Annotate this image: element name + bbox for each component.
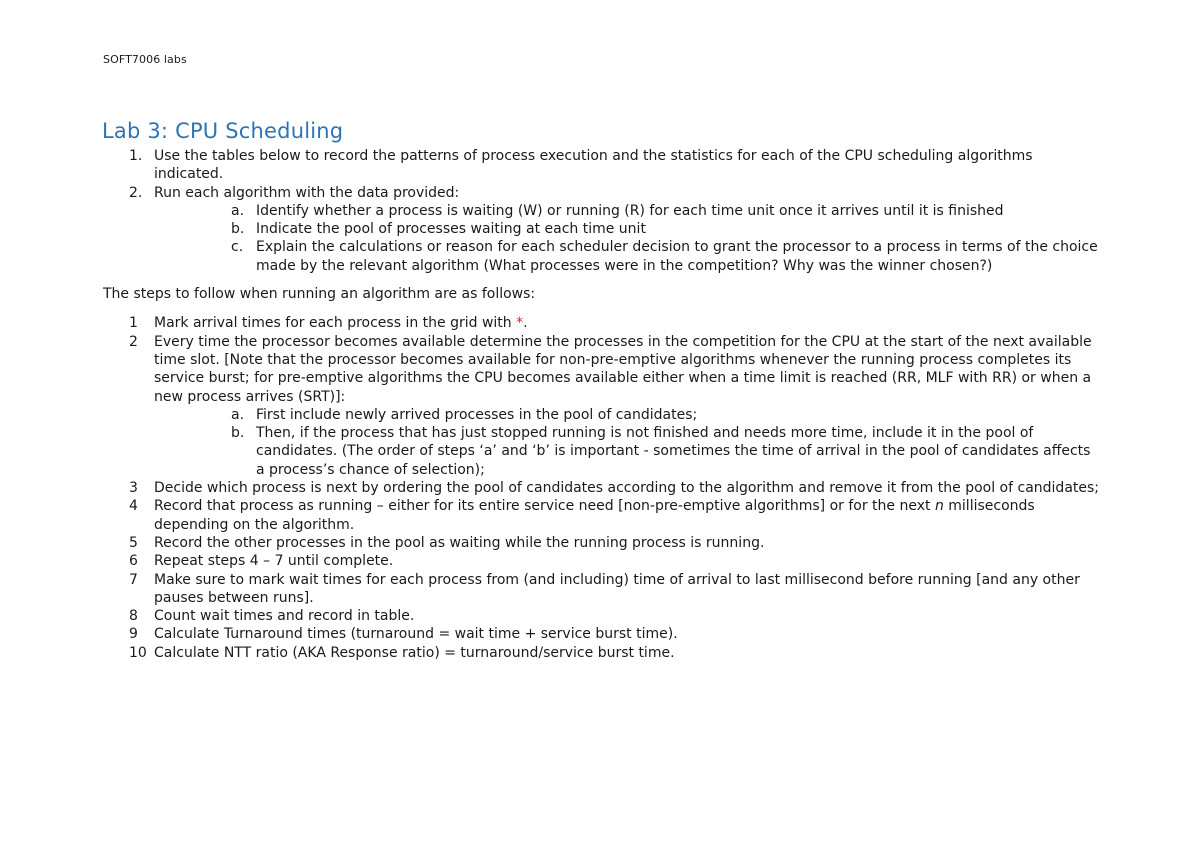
- step-number: 4: [129, 498, 138, 515]
- step-item: [103, 552, 1103, 570]
- sub-list-item-text: Then, if the process that has just stopped running is not finished and needs more time, include it in the pool of candidates. (The order of steps ‘a’ and ‘b’ is important - sometimes the time of arrival in the pool of candidates affects a process’s chance of selection);: [256, 425, 1091, 478]
- step-text: Every time the processor becomes available determine the processes in the competition for the CPU at the start of the next available time slot. [Note that the processor becomes available for non-pre-emptive algorithms whenever the running process completes its service burst; for pre-emptive algorithms the CPU becomes available either when a time limit is reached (RR, MLF with RR) or when a new process arrives (SRT)]:: [154, 333, 1092, 405]
- step-text: Calculate Turnaround times (turnaround = wait time + service burst time).: [154, 626, 678, 643]
- step-number: 9: [129, 626, 138, 643]
- step-text: Mark arrival times for each process in the grid with: [154, 315, 517, 332]
- step-number: 6: [129, 553, 138, 570]
- step-number: 5: [129, 534, 138, 551]
- step-item: [103, 607, 1103, 625]
- step-number: 10: [129, 644, 147, 661]
- list-item: [103, 184, 1103, 275]
- list-item-text: Run each algorithm with the data provided:: [154, 184, 460, 201]
- step-item: [103, 534, 1103, 552]
- step-text: Record that process as running – either for its entire service need [non-pre-emptive algorithms] or for the next: [154, 498, 935, 515]
- step-item: [103, 479, 1103, 497]
- step-text: Count wait times and record in table.: [154, 608, 415, 625]
- sub-list-item-text: Indicate the pool of processes waiting at each time unit: [256, 221, 646, 238]
- step-item: [103, 497, 1103, 534]
- sub-list-item: [154, 202, 1103, 220]
- step-sub-list: [205, 406, 1103, 479]
- sub-list-item: [154, 406, 1103, 424]
- steps-list: [103, 314, 1103, 662]
- list-number: 1.: [129, 148, 143, 164]
- arrival-asterisk: *: [516, 315, 524, 332]
- sub-list-item-text: Explain the calculations or reason for each scheduler decision to grant the processor to a process in terms of the choice made by the relevant algorithm (What processes were in the competition? Why was the winner chosen?): [256, 239, 1098, 274]
- sub-list-item: [154, 238, 1103, 275]
- step-text: Make sure to mark wait times for each process from (and including) time of arrival to last millisecond before running [and any other pauses between runs].: [154, 571, 1080, 606]
- step-item: [103, 314, 1103, 332]
- page-header: SOFT7006 labs: [103, 53, 187, 66]
- step-text-end: milliseconds depending on the algorithm.: [154, 498, 1035, 533]
- sub-list-letter: c.: [231, 239, 244, 256]
- step-text: Repeat steps 4 – 7 until complete.: [154, 553, 394, 570]
- step-item: [103, 625, 1103, 643]
- step-number: 3: [129, 480, 138, 497]
- sub-list-item-text: Identify whether a process is waiting (W) or running (R) for each time unit once it arrives until it is finished: [256, 202, 1004, 219]
- intro-list: [103, 147, 1103, 275]
- list-item-text: Use the tables below to record the patterns of process execution and the statistics for each of the CPU scheduling algorithms indicated.: [154, 148, 1033, 183]
- step-italic-n: n: [934, 498, 944, 515]
- sub-list: [205, 202, 1103, 275]
- list-item: [103, 147, 1103, 184]
- steps-intro-paragraph: The steps to follow when running an algorithm are as follows:: [103, 286, 536, 303]
- sub-list-item: [154, 424, 1103, 479]
- sub-list-letter: b.: [231, 425, 245, 442]
- step-item: [103, 571, 1103, 608]
- step-number: 8: [129, 608, 138, 625]
- list-number: 2.: [129, 184, 143, 201]
- page-title: Lab 3: CPU Scheduling: [102, 119, 344, 143]
- step-text: Calculate NTT ratio (AKA Response ratio) = turnaround/service burst time.: [154, 644, 675, 661]
- sub-list-item-text: First include newly arrived processes in the pool of candidates;: [256, 406, 698, 423]
- step-number: 2: [129, 333, 138, 350]
- sub-list-letter: a.: [231, 406, 245, 423]
- step-text-end: .: [523, 315, 528, 332]
- sub-list-item: [154, 220, 1103, 238]
- step-number: 1: [129, 315, 138, 332]
- step-item: [103, 644, 1103, 662]
- step-text: Record the other processes in the pool as waiting while the running process is running.: [154, 534, 765, 551]
- sub-list-letter: a.: [231, 202, 245, 219]
- step-number: 7: [129, 571, 138, 588]
- step-text: Decide which process is next by ordering the pool of candidates according to the algorithm and remove it from the pool of candidates;: [154, 480, 1100, 497]
- sub-list-letter: b.: [231, 221, 245, 238]
- document-body: [103, 147, 1103, 662]
- step-item: [103, 333, 1103, 479]
